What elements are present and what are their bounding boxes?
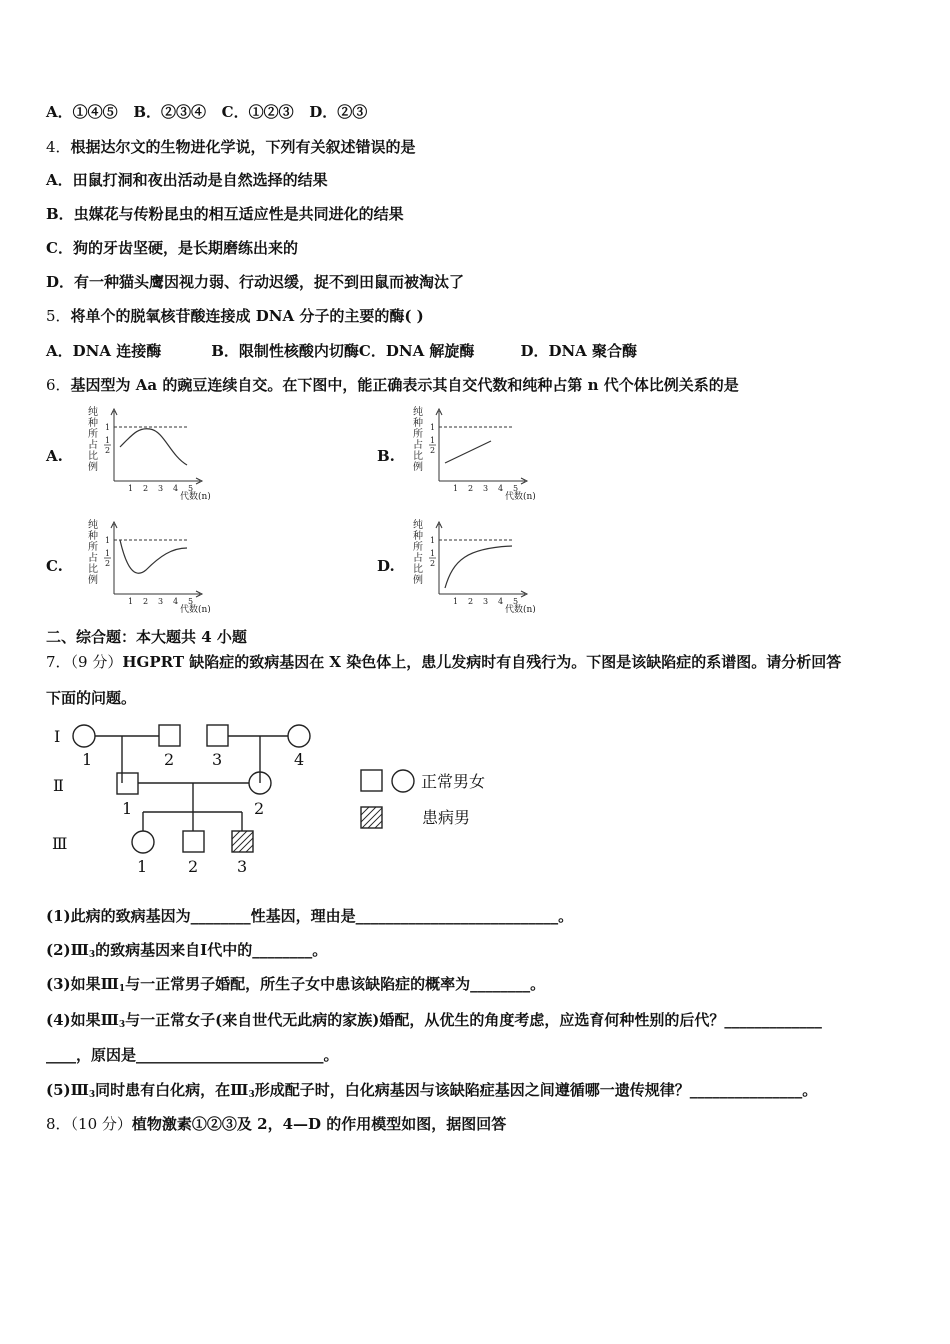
q6-b-tick-half-den: 2 — [430, 446, 436, 455]
q5-stem — [46, 306, 424, 326]
pedigree-i3-male — [207, 725, 228, 746]
legend-affected-label: 患病男 — [422, 808, 471, 827]
pedigree-gen-iii-label: Ⅲ — [52, 834, 68, 853]
q6-b-ylabel-char: 例 — [413, 462, 423, 473]
q7-score: （9 分） — [70, 653, 123, 671]
q6-b-xtick: 3 — [483, 484, 489, 493]
pedigree-ii1-male — [117, 773, 138, 794]
q5-option-d: D．DNA 聚合酶 — [520, 342, 638, 360]
q6-b-tick-one: 1 — [430, 423, 436, 432]
q6-number: 6． — [46, 376, 71, 394]
q4-option-c: C．狗的牙齿坚硬，是长期磨练出来的 — [46, 239, 298, 257]
q5-option-a: A．DNA 连接酶 — [46, 342, 162, 360]
pedigree-i4-number: 4 — [294, 750, 305, 769]
q7-sub3-subscript: 1 — [118, 984, 126, 994]
q7-sub2-subscript: 3 — [88, 950, 96, 960]
q6-d-xtick: 5 — [513, 597, 519, 606]
q7-sub5-subscript-1: 3 — [88, 1090, 96, 1100]
q7-number: 7． — [46, 653, 71, 671]
q7-sub3 — [46, 974, 545, 999]
q6-a-xtick: 3 — [158, 484, 164, 493]
pedigree-i4-female — [288, 725, 310, 747]
q6-c-xtick: 4 — [173, 597, 179, 606]
q7-sub4-prefix: (4)如果Ⅲ — [46, 1011, 119, 1029]
q6-a-ylabel-char: 例 — [88, 462, 98, 473]
q6-b-xtick: 2 — [468, 484, 474, 493]
q3-option-d: D．②③ — [309, 103, 368, 121]
q6-d-ylabel-char: 纯 — [413, 520, 423, 531]
q6-graph-d — [405, 518, 570, 613]
q6-b-ylabel-char: 比 — [413, 451, 423, 462]
pedigree-iii1-female — [132, 831, 154, 853]
q6-a-curve — [120, 429, 187, 465]
q8-stem — [46, 1114, 506, 1134]
q6-d-ylabel-char: 比 — [413, 564, 423, 575]
pedigree-chart — [40, 718, 520, 880]
q4-option-d: D．有一种猫头鹰因视力弱、行动迟缓，捉不到田鼠而被淘汰了 — [46, 273, 465, 291]
q6-c-xtick: 2 — [143, 597, 149, 606]
q6-b-ylabel-char: 占 — [413, 440, 423, 451]
q6-label-c: C. — [46, 557, 63, 575]
q4-option-b: B．虫媒花与传粉昆虫的相互适应性是共同进化的结果 — [46, 205, 404, 223]
q6-a-ylabel-char: 纯 — [88, 407, 98, 418]
pedigree-i3-number: 3 — [212, 750, 223, 769]
q7-sub2-text: 的致病基因来自Ⅰ代中的________。 — [95, 941, 328, 959]
legend-normal-male — [361, 770, 382, 791]
q6-c-tick-half-num: 1 — [105, 549, 111, 558]
q6-d-xtick: 3 — [483, 597, 489, 606]
q6-label-a: A. — [46, 447, 63, 465]
q7-sub3-text: 与一正常男子婚配，所生子女中患该缺陷症的概率为________。 — [125, 975, 546, 993]
pedigree-gen-ii-label: Ⅱ — [53, 776, 64, 795]
q6-d-ylabel-char: 占 — [413, 553, 423, 564]
q7-sub5-subscript-2: 3 — [248, 1090, 255, 1100]
q4-stem — [46, 137, 416, 157]
q6-b-xlabel: 代数(n) — [505, 492, 536, 500]
q6-c-xtick: 3 — [158, 597, 164, 606]
q7-stem-text: HGPRT 缺陷症的致病基因在 X 染色体上，患儿发病时有自残行为。下图是该缺陷症的系谱图。请分析回答 — [122, 653, 842, 671]
q6-c-xtick: 5 — [188, 597, 194, 606]
q4-number: 4． — [46, 138, 71, 156]
q7-sub2 — [46, 940, 327, 965]
q6-graph-a — [80, 405, 230, 500]
q3-option-b: B．②③④ — [133, 103, 206, 121]
q7-sub4-continued: ____，原因是_________________________。 — [46, 1046, 339, 1064]
q6-d-tick-half-num: 1 — [430, 549, 436, 558]
pedigree-i1-number: 1 — [82, 750, 93, 769]
q3-options — [46, 102, 367, 122]
q7-sub5-prefix: (5)Ⅲ — [46, 1081, 89, 1099]
pedigree-iii2-number: 2 — [188, 857, 199, 876]
q6-graph-c — [80, 518, 245, 613]
q6-b-xtick: 5 — [513, 484, 519, 493]
q5-options — [46, 341, 637, 361]
q7-sub4-text: 与一正常女子(来自世代无此病的家族)婚配，从优生的角度考虑，应选育何种性别的后代？_____________ — [125, 1011, 822, 1029]
q8-score: （10 分） — [70, 1115, 132, 1133]
q6-b-ylabel-char: 所 — [413, 429, 423, 440]
q7-sub5-text-1: 同时患有白化病，在Ⅲ — [95, 1081, 249, 1099]
q6-label-d: D. — [377, 557, 395, 575]
q7-sub2-prefix: (2)Ⅲ — [46, 941, 89, 959]
q6-stem-text: 基因型为 Aa 的豌豆连续自交。在下图中，能正确表示其自交代数和纯种占第 n 代个体比例关系的是 — [70, 376, 739, 394]
q6-a-ylabel-char: 占 — [88, 440, 98, 451]
q5-option-b: B．限制性核酸内切酶 — [211, 342, 359, 360]
q6-c-ylabel-char: 例 — [88, 575, 98, 586]
q6-d-ylabel-char: 例 — [413, 575, 423, 586]
q7-sub3-prefix: (3)如果Ⅲ — [46, 975, 119, 993]
q6-stem — [46, 375, 739, 395]
q6-d-xtick: 2 — [468, 597, 474, 606]
q6-c-ylabel-char: 纯 — [88, 520, 98, 531]
q8-number: 8． — [46, 1115, 71, 1133]
q5-number: 5． — [46, 307, 71, 325]
pedigree-ii2-number: 2 — [254, 799, 265, 818]
q3-option-c: C．①②③ — [221, 103, 294, 121]
q6-c-curve — [120, 540, 187, 573]
q6-b-xtick: 1 — [453, 484, 459, 493]
legend-normal-female — [392, 770, 414, 792]
pedigree-i2-male — [159, 725, 180, 746]
q7-stem — [46, 652, 841, 672]
q6-a-xtick: 2 — [143, 484, 149, 493]
q6-d-tick-half-den: 2 — [430, 559, 436, 568]
pedigree-iii3-number: 3 — [237, 857, 248, 876]
q6-d-tick-one: 1 — [430, 536, 436, 545]
q6-c-ylabel-char: 所 — [88, 542, 98, 553]
q6-c-tick-half-den: 2 — [105, 559, 111, 568]
q6-b-xtick: 4 — [498, 484, 504, 493]
q6-b-ylabel-char: 种 — [413, 418, 423, 429]
q6-a-xlabel: 代数(n) — [180, 492, 211, 500]
pedigree-ii1-number: 1 — [122, 799, 133, 818]
q7-sub4 — [46, 1010, 822, 1035]
pedigree-gen-i-label: Ⅰ — [54, 727, 61, 746]
q6-a-ylabel-char: 种 — [88, 418, 98, 429]
q6-b-tick-half-num: 1 — [430, 436, 436, 445]
q6-a-tick-half-num: 1 — [105, 436, 111, 445]
q6-d-xlabel: 代数(n) — [505, 605, 536, 613]
q5-stem-text: 将单个的脱氧核苷酸连接成 DNA 分子的主要的酶( ) — [70, 307, 424, 325]
q6-a-xtick: 5 — [188, 484, 194, 493]
q6-c-ylabel-char: 比 — [88, 564, 98, 575]
q6-c-xlabel: 代数(n) — [180, 605, 211, 613]
q6-d-curve — [445, 546, 512, 588]
pedigree-i2-number: 2 — [164, 750, 175, 769]
q8-stem-text: 植物激素①②③及 2，4—D 的作用模型如图，据图回答 — [131, 1115, 507, 1133]
q4-option-a: A．田鼠打洞和夜出活动是自然选择的结果 — [46, 171, 328, 189]
q6-a-ylabel-char: 比 — [88, 451, 98, 462]
q6-d-ylabel-char: 所 — [413, 542, 423, 553]
q6-a-ylabel-char: 所 — [88, 429, 98, 440]
q5-option-c: C．DNA 解旋酶 — [358, 342, 475, 360]
q6-c-ylabel-char: 占 — [88, 553, 98, 564]
q6-a-tick-half-den: 2 — [105, 446, 111, 455]
q6-c-tick-one: 1 — [105, 536, 111, 545]
q6-a-xtick: 4 — [173, 484, 179, 493]
q6-d-xtick: 4 — [498, 597, 504, 606]
q6-c-xtick: 1 — [128, 597, 134, 606]
q6-b-curve — [445, 441, 491, 463]
q7-sub5-text-2: 形成配子时，白化病基因与该缺陷症基因之间遵循哪一遗传规律？_______________。 — [254, 1081, 818, 1099]
q6-d-ylabel-char: 种 — [413, 531, 423, 542]
q7-sub4-subscript: 3 — [118, 1020, 126, 1030]
q6-b-ylabel-char: 纯 — [413, 407, 423, 418]
q7-sub5 — [46, 1080, 817, 1105]
legend-normal-label: 正常男女 — [421, 772, 486, 791]
pedigree-i1-female — [73, 725, 95, 747]
q6-graph-b — [405, 405, 555, 500]
q7-sub1: (1)此病的致病基因为________性基因，理由是___________________________。 — [46, 907, 574, 925]
pedigree-iii2-male — [183, 831, 204, 852]
q4-stem-text: 根据达尔文的生物进化学说，下列有关叙述错误的是 — [70, 138, 416, 156]
q6-c-ylabel-char: 种 — [88, 531, 98, 542]
q6-d-xtick: 1 — [453, 597, 459, 606]
q3-option-a: A．①④⑤ — [46, 103, 118, 121]
section-2-heading: 二、综合题：本大题共 4 小题 — [46, 628, 247, 646]
q7-stem-continued: 下面的问题。 — [46, 689, 137, 707]
pedigree-iii1-number: 1 — [137, 857, 148, 876]
q6-label-b: B. — [377, 447, 395, 465]
q6-a-tick-one: 1 — [105, 423, 111, 432]
q6-a-xtick: 1 — [128, 484, 134, 493]
